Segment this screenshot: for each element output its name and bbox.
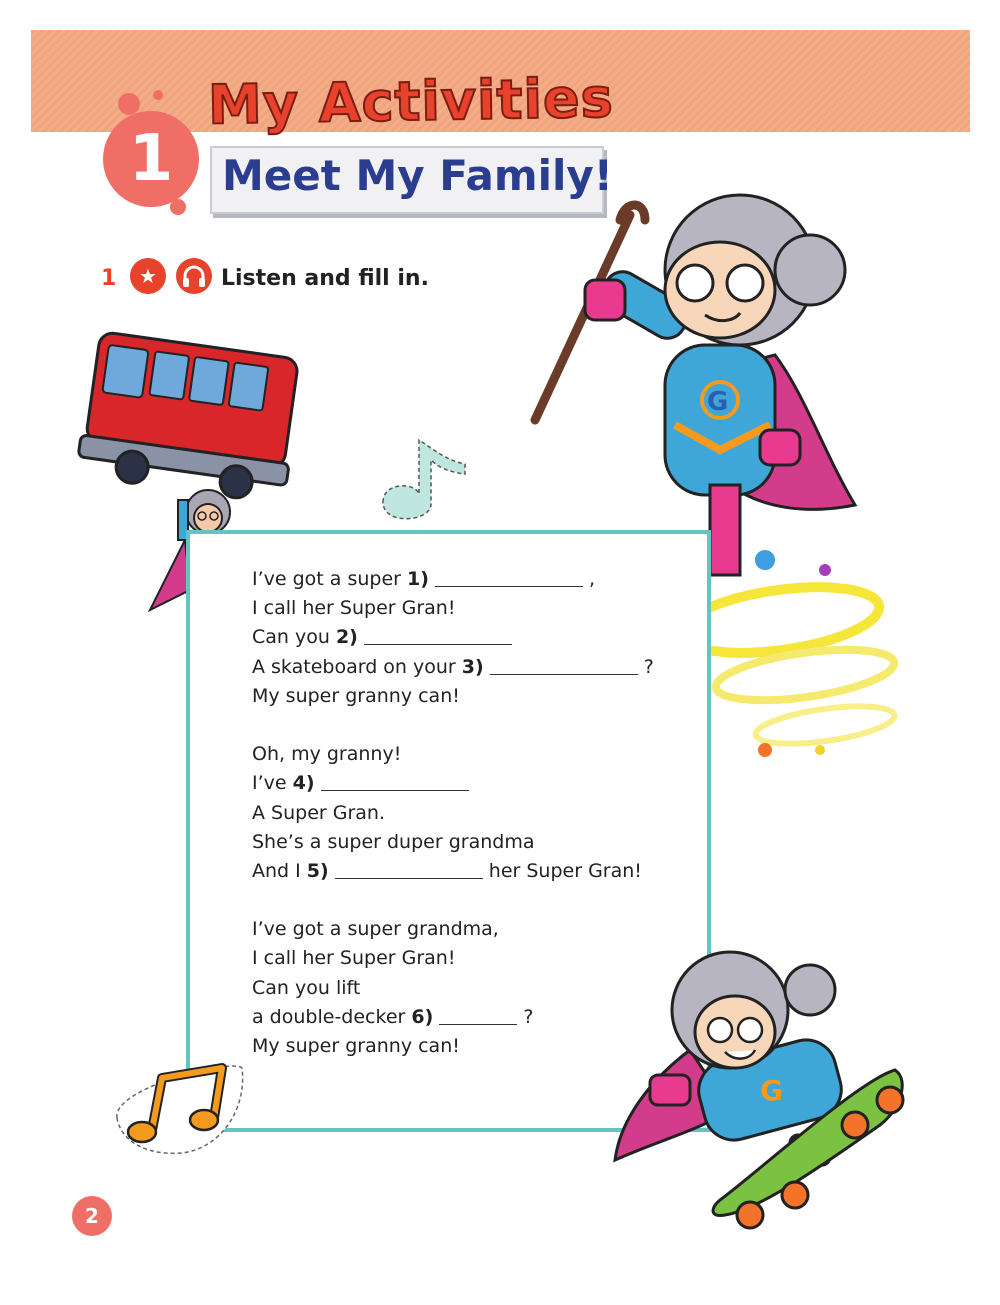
page-number: 2 xyxy=(72,1196,112,1236)
headphones-icon[interactable] xyxy=(176,258,212,294)
lyric-line: Oh, my granny! xyxy=(252,743,402,766)
eighth-notes-icon xyxy=(112,1048,247,1158)
star-icon: ★ xyxy=(130,258,166,294)
answer-blank-3[interactable] xyxy=(490,654,638,675)
page-title: My Activities xyxy=(207,66,615,137)
page-subtitle: Meet My Family! xyxy=(222,151,613,200)
music-note-icon xyxy=(375,430,475,525)
lyric-line: Can you 2) xyxy=(252,623,654,652)
task-instruction: Listen and fill in. xyxy=(221,266,429,291)
lyric-line: My super granny can! xyxy=(252,684,460,707)
lyric-line: a double-decker 6) ? xyxy=(252,1005,534,1028)
decor-dot xyxy=(153,90,163,100)
lyric-line: My super granny can! xyxy=(252,1035,460,1057)
answer-blank-4[interactable] xyxy=(321,770,469,791)
answer-blank-2[interactable] xyxy=(364,624,512,645)
answer-blank-1[interactable] xyxy=(435,566,583,587)
lyric-line: Can you lift xyxy=(252,976,361,999)
lyric-line: And I 5) her Super Gran! xyxy=(252,859,642,882)
super-gran-skateboard xyxy=(610,960,910,1235)
lyric-line: I’ve got a super grandma, xyxy=(252,918,499,941)
lyric-line: I call her Super Gran! xyxy=(252,947,456,970)
answer-blank-6[interactable] xyxy=(439,1004,517,1025)
song-lyrics xyxy=(252,565,654,1061)
answer-blank-5[interactable] xyxy=(335,858,483,879)
lyric-line: A Super Gran. xyxy=(252,801,385,824)
task-number: 1 xyxy=(101,266,117,291)
lyric-line: A skateboard on your 3) ? xyxy=(252,655,654,678)
lyric-line: I’ve 4) xyxy=(252,769,654,798)
gran-emblem-letter: G xyxy=(707,387,729,417)
lyric-line: I’ve got a super 1) , xyxy=(252,568,596,590)
decor-dot xyxy=(118,93,140,115)
gran-emblem-letter: G xyxy=(760,1074,783,1107)
lyric-line: She’s a super duper grandma xyxy=(252,830,535,853)
lyric-line: I call her Super Gran! xyxy=(252,597,456,620)
unit-number-badge: 1 xyxy=(103,111,199,207)
